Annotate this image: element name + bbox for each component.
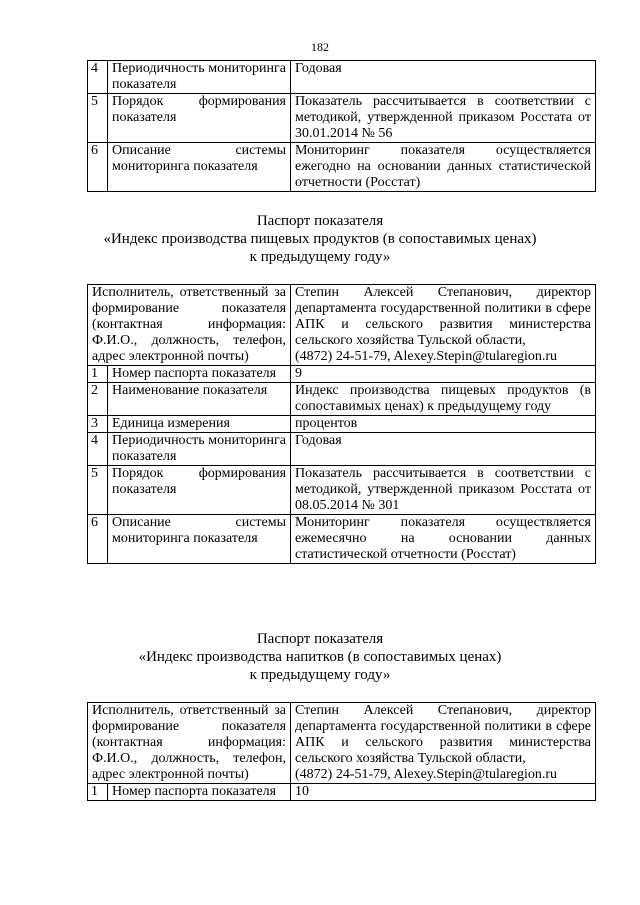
row-number: 6 <box>88 515 108 564</box>
executor-contact: (4872) 24-51-79, Alexey.Stepin@tularegion.ru <box>295 767 558 782</box>
row-label: Описание системы мониторинга показателя <box>108 143 291 192</box>
row-number: 5 <box>88 466 108 515</box>
row-value: 9 <box>291 366 596 383</box>
row-value: Годовая <box>291 433 596 466</box>
passport2-title-line1: Паспорт показателя <box>256 631 384 647</box>
passport1-table <box>87 284 596 564</box>
row-label: Номер паспорта показателя <box>108 366 291 383</box>
table-row <box>88 61 596 94</box>
row-label: Наименование показателя <box>108 383 291 416</box>
table-row <box>88 784 596 801</box>
executor-label: Исполнитель, ответственный за формирование показателя (контактная информация: Ф.И.О., должность, телефон, адрес электронной почты) <box>88 703 291 784</box>
passport1-title-line1: Паспорт показателя <box>256 213 384 229</box>
row-label: Единица измерения <box>108 416 291 433</box>
executor-cell <box>291 285 596 366</box>
passport2-title-line3: к предыдущему году» <box>249 667 391 683</box>
row-label: Описание системы мониторинга показателя <box>108 515 291 564</box>
executor-row <box>88 285 596 366</box>
passport2-title <box>0 630 640 684</box>
row-label: Периодичность мониторинга показателя <box>108 433 291 466</box>
row-number: 3 <box>88 416 108 433</box>
row-value: 10 <box>291 784 596 801</box>
passport2-title-line2: «Индекс производства напитков (в сопоставимых ценах) <box>138 649 502 665</box>
executor-cell <box>291 703 596 784</box>
row-value: Показатель рассчитывается в соответствии с методикой, утвержденной приказом Росстата от 08.05.2014 № 301 <box>291 466 596 515</box>
row-number: 2 <box>88 383 108 416</box>
row-number: 4 <box>88 61 108 94</box>
table-row <box>88 433 596 466</box>
passport1-title-line2: «Индекс производства пищевых продуктов (в сопоставимых ценах) <box>103 231 537 247</box>
row-label: Порядок формирования показателя <box>108 466 291 515</box>
executor-value: Степин Алексей Степанович, директор департамента государственной политики в сфере АПК и сельского развития министерства сельского хозяйства Тульской области, <box>295 285 591 348</box>
row-value: Годовая <box>291 61 596 94</box>
row-number: 1 <box>88 366 108 383</box>
row-label: Порядок формирования показателя <box>108 94 291 143</box>
table-row <box>88 515 596 564</box>
table-row <box>88 466 596 515</box>
row-label: Номер паспорта показателя <box>108 784 291 801</box>
row-number: 5 <box>88 94 108 143</box>
row-value: Показатель рассчитывается в соответствии с методикой, утвержденной приказом Росстата от 30.01.2014 № 56 <box>291 94 596 143</box>
executor-row <box>88 703 596 784</box>
row-value: Мониторинг показателя осуществляется ежегодно на основании данных статистической отчетности (Росстат) <box>291 143 596 192</box>
executor-contact: (4872) 24-51-79, Alexey.Stepin@tularegion.ru <box>295 349 558 364</box>
table-row <box>88 366 596 383</box>
passport1-title-line3: к предыдущему году» <box>249 249 391 265</box>
table-row <box>88 143 596 192</box>
row-value: Мониторинг показателя осуществляется ежемесячно на основании данных статистической отчетности (Росстат) <box>291 515 596 564</box>
passport2-table <box>87 702 596 801</box>
table-row <box>88 416 596 433</box>
row-label: Периодичность мониторинга показателя <box>108 61 291 94</box>
executor-value: Степин Алексей Степанович, директор департамента государственной политики в сфере АПК и сельского развития министерства сельского хозяйства Тульской области, <box>295 703 591 766</box>
row-number: 1 <box>88 784 108 801</box>
row-value: Индекс производства пищевых продуктов (в сопоставимых ценах) к предыдущему году <box>291 383 596 416</box>
row-value: процентов <box>291 416 596 433</box>
table-row <box>88 383 596 416</box>
executor-label: Исполнитель, ответственный за формирование показателя (контактная информация: Ф.И.О., должность, телефон, адрес электронной почты) <box>88 285 291 366</box>
table-row <box>88 94 596 143</box>
table-top <box>87 60 596 192</box>
passport1-title <box>0 212 640 266</box>
row-number: 6 <box>88 143 108 192</box>
row-number: 4 <box>88 433 108 466</box>
page-number: 182 <box>311 40 329 54</box>
